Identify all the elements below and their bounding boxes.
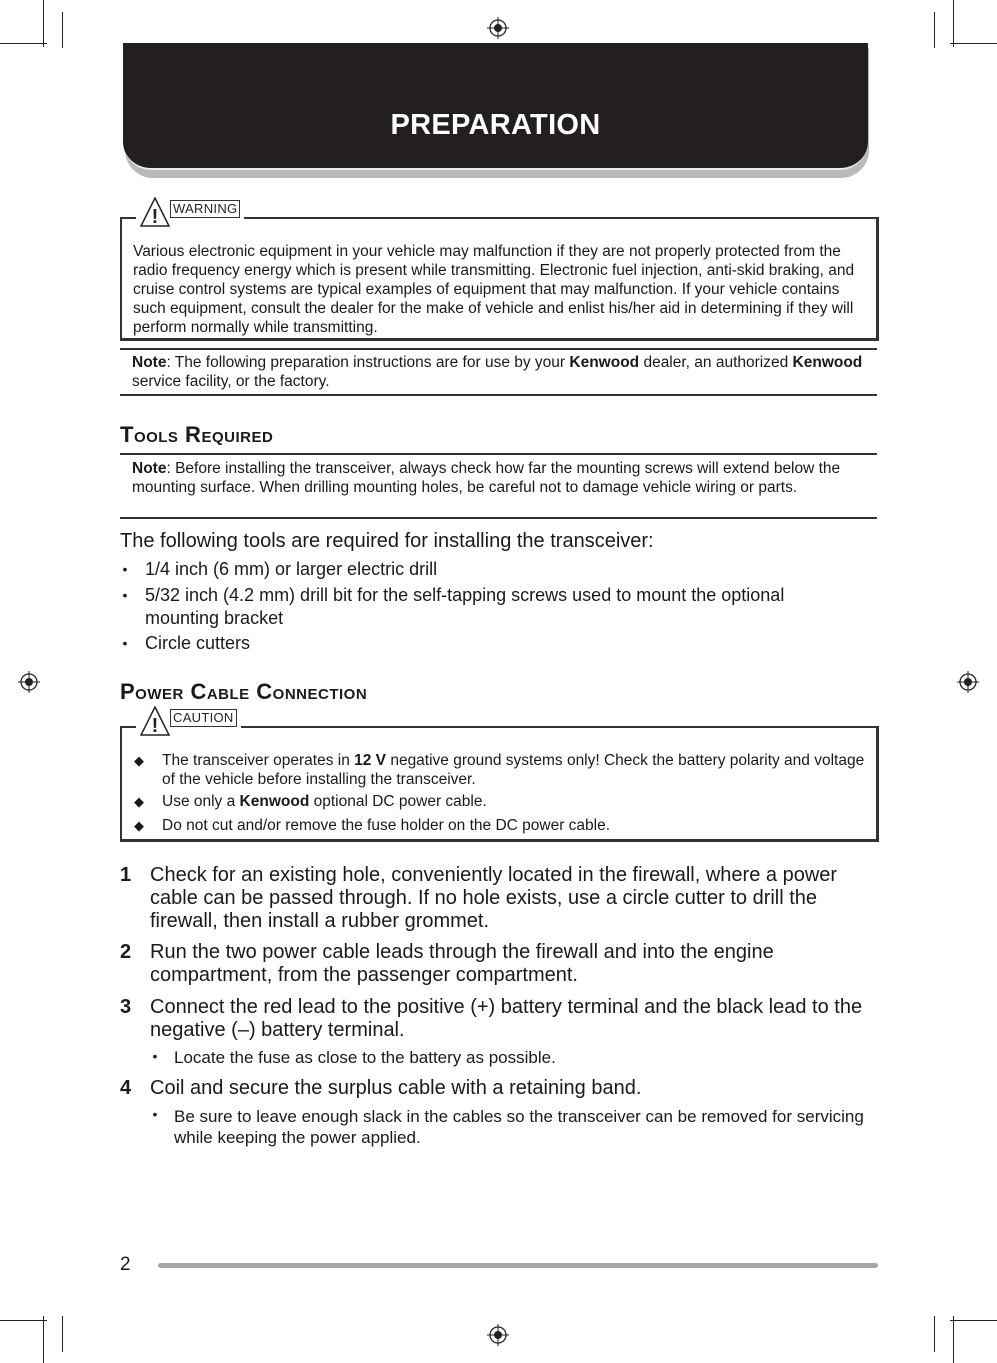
- step-text: Coil and secure the surplus cable with a retaining band.: [150, 1077, 642, 1099]
- tools-intro: The following tools are required for installing the transceiver:: [120, 530, 654, 552]
- section-heading-power: Power Cable Connection: [120, 679, 368, 704]
- svg-text:!: !: [151, 715, 159, 736]
- caution-item: ◆ Do not cut and/or remove the fuse holder on the DC power cable.: [134, 817, 611, 834]
- svg-text:!: !: [151, 206, 159, 227]
- registration-mark-icon: [487, 17, 509, 39]
- brand-name: Kenwood: [792, 354, 863, 371]
- footer-rule: [158, 1263, 878, 1268]
- header-banner: [123, 43, 868, 170]
- warning-badge: [136, 197, 244, 227]
- section-heading-tools: Tools Required: [120, 422, 274, 447]
- warning-text: Various electronic equipment in your vehicle may malfunction if they are not properly protected from the radio frequency energy which is present while transmitting. Electronic fuel injection, anti-skid braking, and cruise control systems are typical examples of equipment that may malfunction. If your vehicle contains such equipment, consult the dealer for the make of vehicle and enlist his/her aid in determining if they will perform normally while transmitting.: [133, 243, 855, 336]
- step-text: Run the two power cable leads through the firewall and into the engine compartment, from the passenger compartment.: [150, 941, 774, 986]
- diamond-bullet-icon: ◆: [134, 818, 144, 833]
- registration-mark-icon: [957, 671, 979, 693]
- registration-mark-icon: [487, 1324, 509, 1346]
- warning-triangle-icon: [140, 197, 170, 227]
- note-box: [120, 348, 877, 396]
- step-text: Connect the red lead to the positive (+) battery terminal and the black lead to the negative (–) battery terminal.: [150, 996, 863, 1041]
- sub-list-item: • Locate the fuse as close to the battery as possible.: [152, 1048, 556, 1067]
- warning-label: WARNING: [170, 200, 240, 218]
- warning-box: [120, 201, 879, 341]
- note-label: Note: [132, 460, 167, 477]
- diamond-bullet-icon: ◆: [134, 794, 144, 809]
- page-title: PREPARATION: [390, 109, 601, 141]
- tools-note-box: [120, 453, 877, 519]
- step-number: 1: [120, 864, 132, 886]
- caution-item: ◆ The transceiver operates in 12 V negative ground systems only! Check the battery polarity and voltage of the vehicle before installing the transceiver.: [134, 752, 865, 788]
- tools-note-text: : Before installing the transceiver, always check how far the mounting screws will extend below the mounting surface. When drilling mounting holes, be careful not to damage vehicle wiring or parts.: [132, 460, 841, 496]
- caution-label: CAUTION: [170, 709, 237, 727]
- caution-box: [120, 710, 879, 842]
- registration-mark-icon: [18, 671, 40, 693]
- step-text: Check for an existing hole, conveniently located in the firewall, where a power cable can be passed through. If no hole exists, use a circle cutter to drill the firewall, then install a rubber grommet.: [150, 864, 838, 932]
- diamond-bullet-icon: ◆: [134, 753, 144, 768]
- page-number: 2: [120, 1254, 131, 1275]
- list-item: • 1/4 inch (6 mm) or larger electric drill: [122, 559, 438, 579]
- caution-item: ◆ Use only a Kenwood optional DC power cable.: [134, 793, 487, 810]
- step-number: 2: [120, 941, 132, 963]
- caution-triangle-icon: [140, 706, 170, 736]
- list-item: • Circle cutters: [122, 633, 251, 653]
- step-number: 4: [120, 1077, 132, 1099]
- step-number: 3: [120, 996, 132, 1018]
- caution-badge: [136, 706, 241, 736]
- brand-name: Kenwood: [569, 354, 640, 371]
- note-paragraph: Note: The following preparation instructions are for use by your Kenwood dealer, an authorized Kenwood service facility, or the factory.: [132, 354, 863, 390]
- note-label: Note: [132, 354, 167, 371]
- list-item: • 5/32 inch (4.2 mm) drill bit for the self-tapping screws used to mount the optional mounting bracket: [122, 585, 785, 628]
- sub-list-item: • Be sure to leave enough slack in the cables so the transceiver can be removed for servicing while keeping the power applied.: [152, 1106, 864, 1147]
